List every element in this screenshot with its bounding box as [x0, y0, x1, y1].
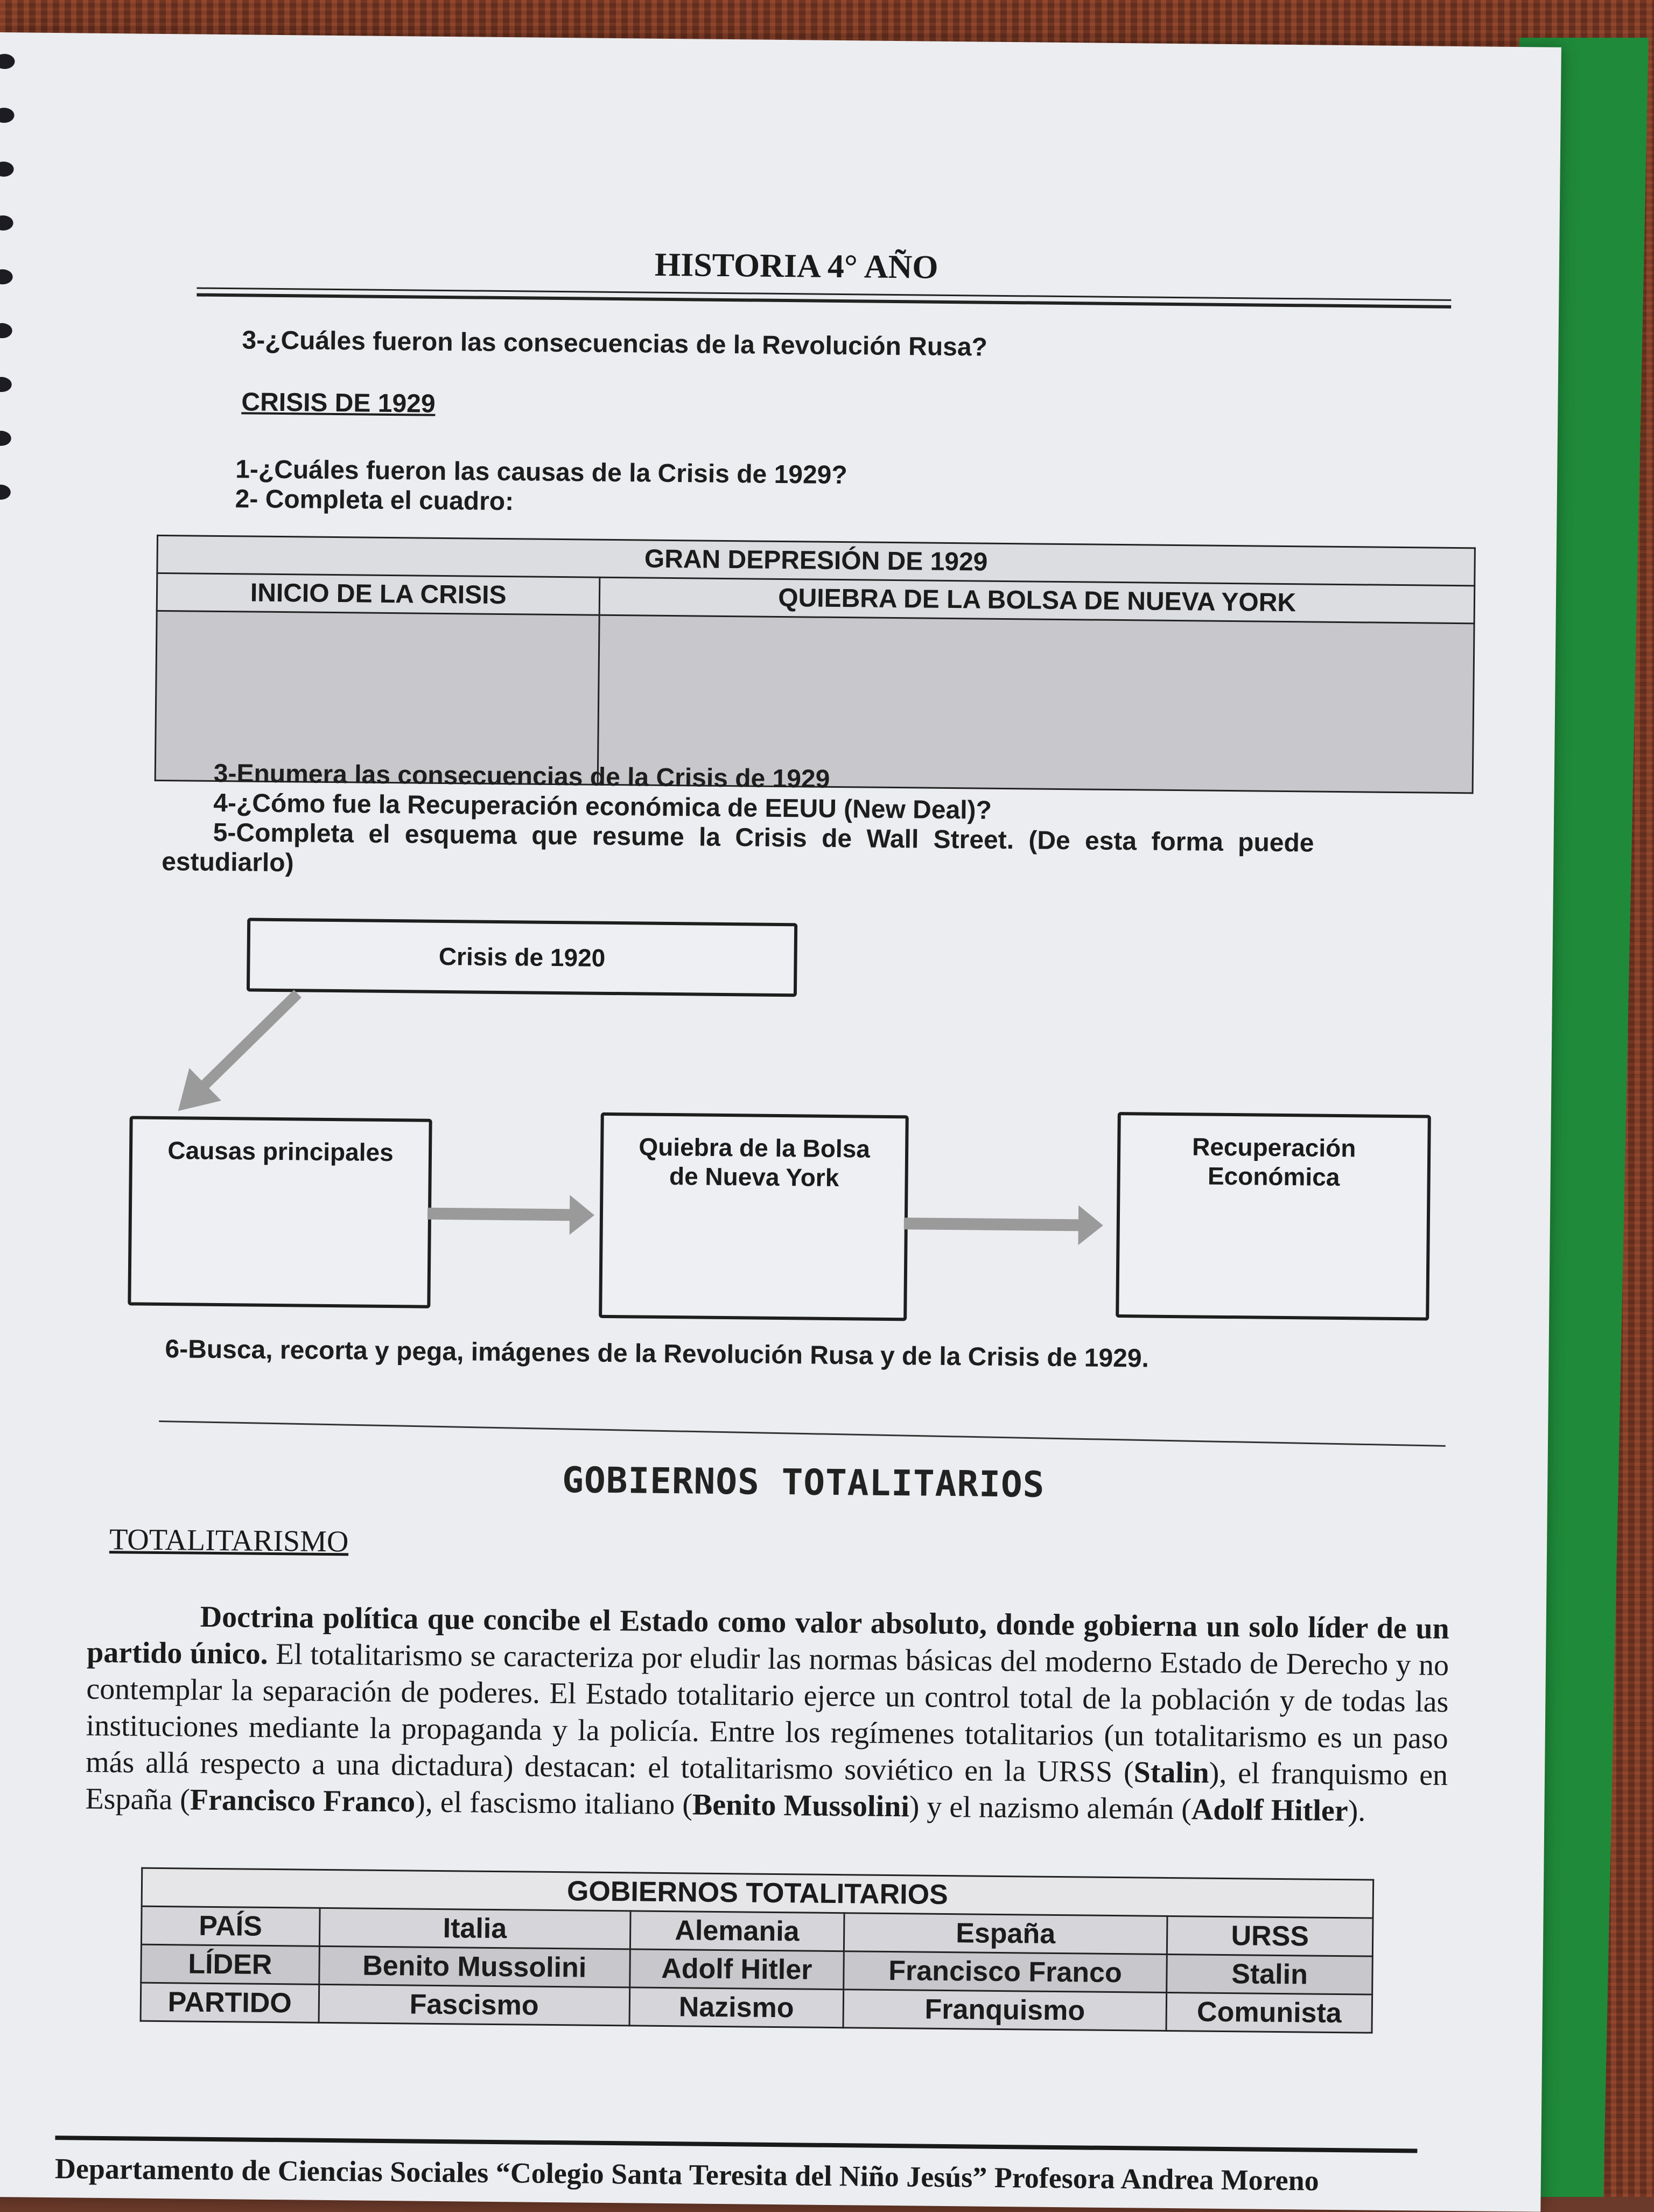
question-3: 3-Enumera las consecuencias de la Crisis de 1929: [213, 759, 830, 794]
table-cell: Benito Mussolini: [319, 1946, 630, 1987]
section-divider: [159, 1420, 1446, 1447]
table-title: GOBIERNOS TOTALITARIOS: [142, 1868, 1373, 1918]
para-bold: Doctrina política que concibe el Estado como valor absoluto, donde gobierna un solo líder de un partido único.: [86, 1600, 1449, 1671]
causas-label: Causas principales: [167, 1136, 394, 1167]
para-text: ), el franquismo en España (: [85, 1756, 1448, 1817]
column-header: INICIO DE LA CRISIS: [157, 573, 600, 615]
quiebra-box: [599, 1112, 909, 1321]
para-text: ), el fascismo italiano (: [415, 1785, 693, 1822]
question-5-line1: 5-Completa el esquema que resume la Crisis de Wall Street. (De esta forma puede: [213, 818, 1314, 858]
diagonal-arrow: [167, 987, 309, 1123]
table-cell: Fascismo: [319, 1984, 630, 2026]
table-cell: URSS: [1167, 1916, 1373, 1956]
para-bold: Benito Mussolini: [692, 1788, 910, 1824]
table-cell: Adolf Hitler: [629, 1949, 844, 1990]
quiebra-label-line2: de Nueva York: [669, 1162, 839, 1192]
table-cell: Franquismo: [843, 1990, 1167, 2031]
question-2: 2- Completa el cuadro:: [235, 485, 514, 516]
table-cell: Stalin: [1167, 1954, 1372, 1994]
para-bold: Stalin: [1133, 1755, 1210, 1790]
recuperacion-label-line1: Recuperación: [1192, 1132, 1356, 1163]
question-5-line2: estudiarlo): [161, 847, 294, 878]
para-text: ) y el nazismo alemán (: [909, 1790, 1192, 1826]
table-cell: España: [844, 1913, 1167, 1955]
gobiernos-table: [140, 1867, 1375, 2034]
table-cell: LÍDER: [141, 1944, 319, 1984]
question-4: 4-¿Cómo fue la Recuperación económica de EEUU (New Deal)?: [213, 788, 992, 825]
table-cell: Nazismo: [629, 1987, 844, 2028]
gran-depresion-table: [155, 535, 1476, 794]
footer-text: Departamento de Ciencias Sociales “Colegio Santa Teresita del Niño Jesús” Profesora Andrea Moreno: [54, 2152, 1320, 2197]
table-cell: Francisco Franco: [844, 1951, 1167, 1993]
quiebra-label-line1: Quiebra de la Bolsa: [639, 1132, 871, 1163]
para-text: El totalitarismo se caracteriza por eludir las normas básicas del moderno Estado de Derecho y no contemplar la separación de poderes. El Estado totalitario ejerce un control total de la población y de todas las instituciones mediante la propaganda y la policía. Entre los regímenes totalitarios (un totalitarismo es un paso más allá respecto a una dictadura) destacan: el totalitarismo soviético en la URSS (: [85, 1637, 1449, 1789]
crisis-box-label: Crisis de 1920: [438, 942, 606, 972]
spiral-binding: [0, 54, 16, 538]
totalitarismo-subheading: TOTALITARISMO: [109, 1523, 349, 1559]
table-cell: PARTIDO: [141, 1983, 319, 2022]
worksheet-page: [0, 32, 1561, 2212]
recuperacion-box: [1116, 1112, 1431, 1321]
para-bold: Adolf Hitler: [1191, 1793, 1348, 1828]
table-cell: Comunista: [1166, 1992, 1372, 2033]
table-cell: Alemania: [630, 1911, 844, 1951]
question-6: 6-Busca, recorta y pega, imágenes de la Revolución Rusa y de la Crisis de 1929.: [165, 1335, 1150, 1373]
table-cell: PAÍS: [141, 1906, 319, 1946]
question-revolucion-rusa: 3-¿Cuáles fueron las consecuencias de la Revolución Rusa?: [242, 326, 988, 362]
section-heading: CRISIS DE 1929: [241, 388, 436, 418]
page-title: HISTORIA 4° AÑO: [654, 246, 938, 286]
header-rule: [197, 288, 1451, 309]
recuperacion-label-line2: Económica: [1207, 1161, 1340, 1191]
arrow-right-2: [904, 1217, 1082, 1231]
question-1: 1-¿Cuáles fueron las causas de la Crisis de 1929?: [235, 455, 847, 490]
table-title: GRAN DEPRESIÓN DE 1929: [157, 535, 1475, 585]
column-header: QUIEBRA DE LA BOLSA DE NUEVA YORK: [600, 577, 1475, 624]
totalitarismo-paragraph: [85, 1598, 1449, 1830]
para-text: ).: [1348, 1794, 1366, 1828]
para-bold: Francisco Franco: [190, 1783, 416, 1819]
causas-box: [128, 1116, 432, 1308]
arrow-right-1: [427, 1208, 573, 1221]
gobiernos-heading: GOBIERNOS TOTALITARIOS: [562, 1459, 1045, 1506]
table-cell: Italia: [319, 1908, 630, 1949]
crisis-box: [247, 918, 797, 997]
